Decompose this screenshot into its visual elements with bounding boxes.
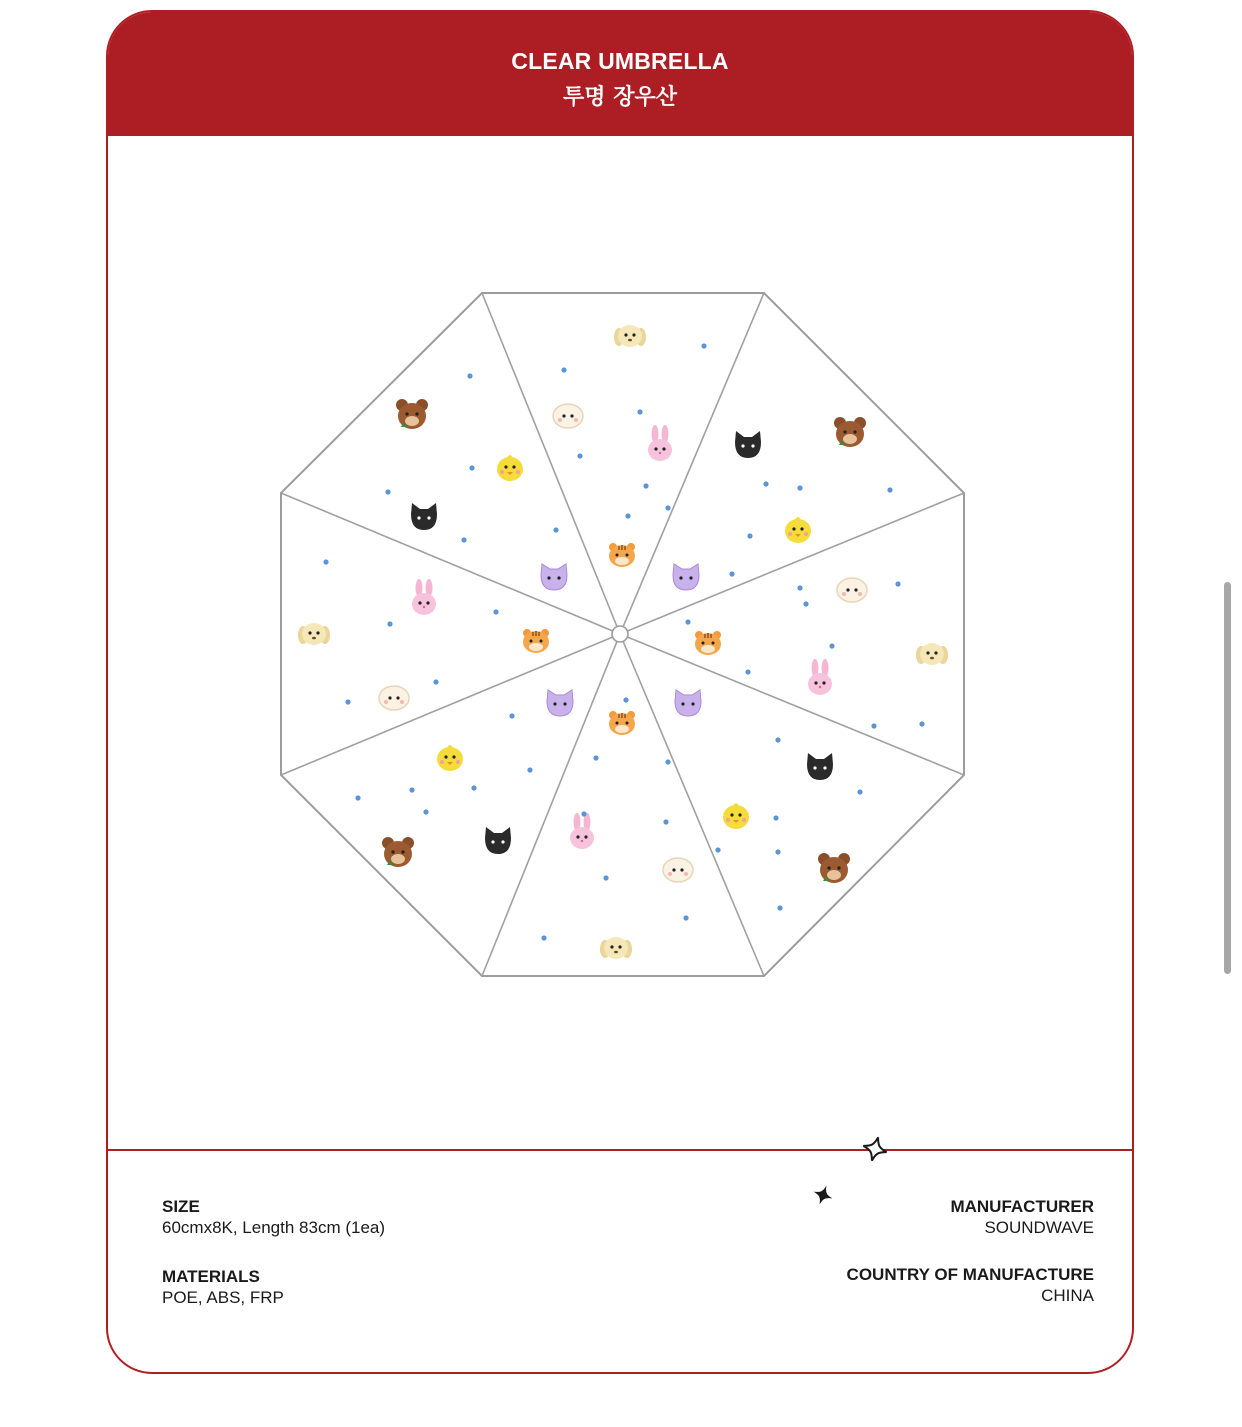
puppy-icon (600, 937, 632, 959)
spec-manufacturer (950, 1196, 1094, 1238)
spec-size-value: 60cmx8K, Length 83cm (1ea) (162, 1218, 386, 1237)
spec-country-label: COUNTRY OF MANUFACTURE (846, 1265, 1094, 1284)
sparkle-filled-icon (812, 1184, 834, 1206)
spec-materials (162, 1266, 284, 1308)
product-title-en: CLEAR UMBRELLA (511, 48, 729, 74)
puppy-icon (614, 325, 646, 347)
tiger-icon (609, 711, 635, 735)
tiger-icon (609, 543, 635, 567)
lamb-icon (553, 404, 583, 428)
spec-manufacturer-label: MANUFACTURER (950, 1197, 1094, 1216)
puppy-icon (298, 623, 330, 645)
product-title-ko: 투명 장우산 (563, 85, 677, 110)
section-divider (108, 1149, 1132, 1151)
spec-materials-label: MATERIALS (162, 1267, 260, 1286)
tiger-icon (523, 629, 549, 653)
lamb-icon (663, 858, 693, 882)
product-card (106, 10, 1134, 1374)
spec-manufacturer-value: SOUNDWAVE (984, 1218, 1094, 1237)
spec-country (847, 1264, 1094, 1306)
spec-materials-value: POE, ABS, FRP (162, 1288, 284, 1307)
lamb-icon (837, 578, 867, 602)
umbrella-center-cap (612, 626, 628, 642)
spec-size-label: SIZE (162, 1197, 200, 1216)
page-scrollbar[interactable] (1224, 582, 1231, 974)
umbrella-canopy (281, 293, 964, 976)
card-header (108, 12, 1132, 136)
tiger-icon (695, 631, 721, 655)
sparkle-outline-icon (860, 1134, 890, 1164)
spec-size (162, 1196, 385, 1238)
lamb-icon (379, 686, 409, 710)
puppy-icon (916, 643, 948, 665)
spec-country-value: CHINA (1041, 1286, 1094, 1305)
umbrella-illustration (108, 136, 1134, 1150)
